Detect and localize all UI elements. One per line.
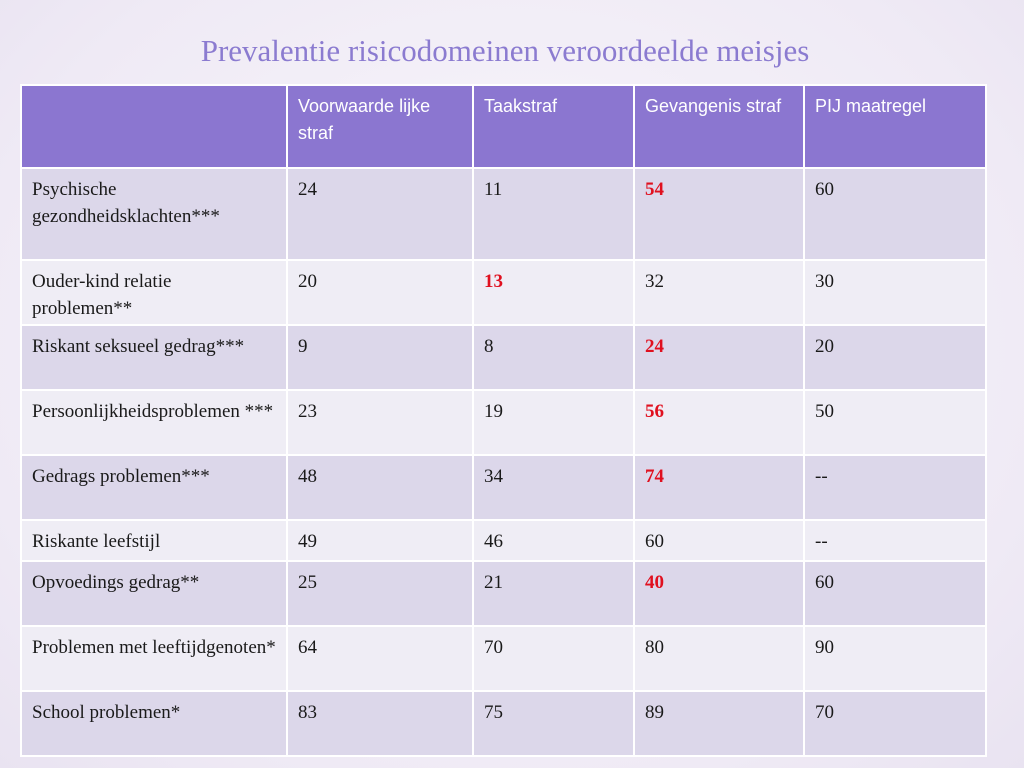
table-cell: 46	[473, 520, 634, 561]
table-cell: 80	[634, 626, 804, 691]
table-row	[21, 691, 986, 756]
column-header-taakstraf: Taakstraf	[473, 85, 634, 168]
table-cell: 32	[634, 260, 804, 325]
row-label: Ouder-kind relatie problemen**	[21, 260, 287, 325]
table-cell: 83	[287, 691, 473, 756]
table-row	[21, 390, 986, 455]
table-cell: --	[804, 455, 986, 520]
table-cell: 24	[287, 168, 473, 260]
table-cell: 20	[287, 260, 473, 325]
table-cell: 21	[473, 561, 634, 626]
table-cell: 60	[804, 168, 986, 260]
row-label: Psychische gezondheidsklachten***	[21, 168, 287, 260]
table-cell: --	[804, 520, 986, 561]
table-cell: 48	[287, 455, 473, 520]
column-header-empty	[21, 85, 287, 168]
row-label: Gedrags problemen***	[21, 455, 287, 520]
table-cell: 11	[473, 168, 634, 260]
table-cell: 60	[804, 561, 986, 626]
table-cell: 34	[473, 455, 634, 520]
table-cell-highlighted: 54	[634, 168, 804, 260]
table-cell-highlighted: 40	[634, 561, 804, 626]
table-cell: 70	[473, 626, 634, 691]
prevalence-table	[20, 84, 987, 757]
table-cell: 9	[287, 325, 473, 390]
table-row	[21, 626, 986, 691]
slide-title: Prevalentie risicodomeinen veroordeelde meisjes	[200, 33, 810, 68]
table-row	[21, 260, 986, 325]
table-cell: 64	[287, 626, 473, 691]
table-cell-highlighted: 74	[634, 455, 804, 520]
row-label: Riskante leefstijl	[21, 520, 287, 561]
table-row	[21, 520, 986, 561]
table-cell: 49	[287, 520, 473, 561]
table-cell: 90	[804, 626, 986, 691]
table-cell-highlighted: 24	[634, 325, 804, 390]
column-header-pij-maatregel: PIJ maatregel	[804, 85, 986, 168]
column-header-gevangenisstraf: Gevangenis straf	[634, 85, 804, 168]
row-label: Persoonlijkheidsproblemen ***	[21, 390, 287, 455]
row-label: Opvoedings gedrag**	[21, 561, 287, 626]
table-cell: 75	[473, 691, 634, 756]
row-label: Riskant seksueel gedrag***	[21, 325, 287, 390]
table-cell: 50	[804, 390, 986, 455]
table-cell: 30	[804, 260, 986, 325]
table-row	[21, 455, 986, 520]
table-row	[21, 561, 986, 626]
table-body	[21, 168, 986, 756]
table-row	[21, 325, 986, 390]
row-label: Problemen met leeftijdgenoten*	[21, 626, 287, 691]
column-header-voorwaardelijke-straf: Voorwaarde lijke straf	[287, 85, 473, 168]
table-row	[21, 168, 986, 260]
table-cell: 20	[804, 325, 986, 390]
table-cell: 70	[804, 691, 986, 756]
table-cell-highlighted: 13	[473, 260, 634, 325]
row-label: School problemen*	[21, 691, 287, 756]
table-cell-highlighted: 56	[634, 390, 804, 455]
table-cell: 60	[634, 520, 804, 561]
table-header-row	[21, 85, 986, 168]
table-cell: 8	[473, 325, 634, 390]
table-cell: 25	[287, 561, 473, 626]
table-cell: 19	[473, 390, 634, 455]
table-cell: 23	[287, 390, 473, 455]
table-cell: 89	[634, 691, 804, 756]
